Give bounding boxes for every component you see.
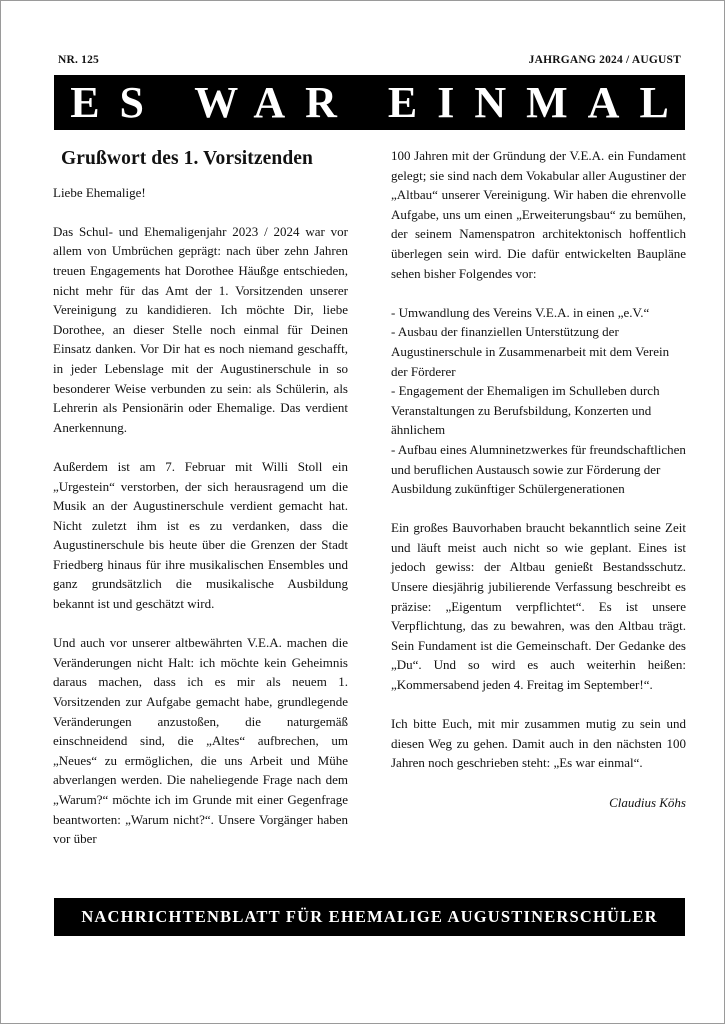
- paragraph-1: Das Schul- und Ehemaligenjahr 2023 / 2024 war vor allem von Umbrüchen geprägt: nach über zehn Jahren treuen Engagements hat Dorothee Häußge entschieden, nicht mehr für das Amt der 1. Vorsitzenden unserer Vereinigung zu kandidieren. Ich möchte Dir, liebe Dorothee, an dieser Stelle noch einmal für Deinen Einsatz danken. Vor Dir hat es noch niemand geschafft, in jeder Lebenslage mit der Augustinerschule in so besonderer Weise verbunden zu sein: als Schülerin, als Lehrerin als Pensionärin oder Ehemalige. Das verdient Anerkennung.: [53, 223, 348, 435]
- footer-tagline: NACHRICHTENBLATT FÜR EHEMALIGE AUGUSTINERSCHÜLER: [81, 907, 658, 926]
- salutation: Liebe Ehemalige!: [53, 184, 146, 200]
- list-item: - Engagement der Ehemaligen im Schulleben durch Veranstaltungen zu Berufsbildung, Konzerten und ähnlichem: [391, 383, 660, 438]
- column-left: [53, 142, 348, 849]
- paragraph-2: Außerdem ist am 7. Februar mit Willi Stoll ein „Urgestein“ verstorben, der sich herausragend um die Musik an der Augustinerschule verdient gemacht hat. Nicht zuletzt ihm ist es zu verdanken, dass die Augustinerschule bis heute über die Grenzen der Stadt Friedberg hinaus für ihre musikalischen Ensembles und ganz grundsätzlich die musikalische Ausbildung bekannt ist und geschätzt wird.: [53, 458, 348, 612]
- footer-banner: [54, 898, 685, 936]
- signature: Claudius Köhs: [609, 794, 686, 810]
- column-right: [391, 146, 686, 832]
- paragraph-5: Ich bitte Euch, mit mir zusammen mutig zu sein und diesen Weg zu gehen. Damit auch in den nächsten 100 Jahren noch geschrieben steht: „Es war einmal“.: [391, 716, 686, 771]
- issue-number: NR. 125: [58, 54, 100, 66]
- article-title: Grußwort des 1. Vorsitzenden: [61, 148, 313, 169]
- paragraph-3-part-1: Und auch vor unserer altbewährten V.E.A. machen die Veränderungen nicht Halt: ich möchte kein Geheimnis daraus machen, dass ich es mir als neuem 1. Vorsitzenden zur Aufgabe gemacht habe, grundlegende Veränderungen anzustoßen, die naturgemäß einschneidend sind, die „Altes“ aufbrechen, um „Neues“ zu ermöglichen, die uns Arbeit und Mühe abverlangen werden. Die naheliegende Frage nach dem „Warum?“ möchte ich im Grunde mit einer Gegenfrage beantworten: „Warum nicht?“. Unsere Vorgänger haben vor über: [53, 635, 348, 847]
- volume-date: JAHRGANG 2024 / AUGUST: [528, 54, 681, 66]
- list-item: - Aufbau eines Alumninetzwerkes für freundschaftlichen und beruflichen Austausch sowie zur Förderung der Ausbildung zukünftiger Schülergenerationen: [391, 441, 686, 497]
- masthead-title: ES WAR EINMAL: [70, 78, 689, 127]
- masthead-banner: [54, 75, 689, 130]
- list-item: - Umwandlung des Vereins V.E.A. in einen „e.V.“: [391, 304, 650, 320]
- list-item: - Ausbau der finanziellen Unterstützung der Augustinerschule in Zusammenarbeit mit dem Verein der Förderer: [391, 324, 670, 379]
- paragraph-3-part-2: 100 Jahren mit der Gründung der V.E.A. ein Fundament gelegt; sie sind nach dem Vokabular aller Augustiner der „Altbau“ unserer Vereinigung. Wir haben die ehrenvolle Aufgabe, uns um einen „Erweiterungsbau“ zu bemühen, der seinem Namenspatron architektonisch hoffentlich überlegen sein wird. Die dafür entwickelten Baupläne sehen bisher Folgendes vor:: [391, 148, 686, 281]
- paragraph-4: Ein großes Bauvorhaben braucht bekanntlich seine Zeit und läuft meist auch nicht so wie geplant. Eines ist jedoch gewiss: der Altbau genießt Bestandsschutz. Unsere diesjährig jubilierende Verfassung beschreibt es präzise: „Eigentum verpflichtet“. Es ist unsere Verpflichtung, das zu bewahren, was den Altbau trägt. Sein Fundament ist die Gemeinschaft. Der Gedanke des „Du“. Und so wird es auch weiterhin heißen: „Kommersabend jeden 4. Freitag im September!“.: [391, 520, 686, 693]
- plan-list: [391, 303, 686, 499]
